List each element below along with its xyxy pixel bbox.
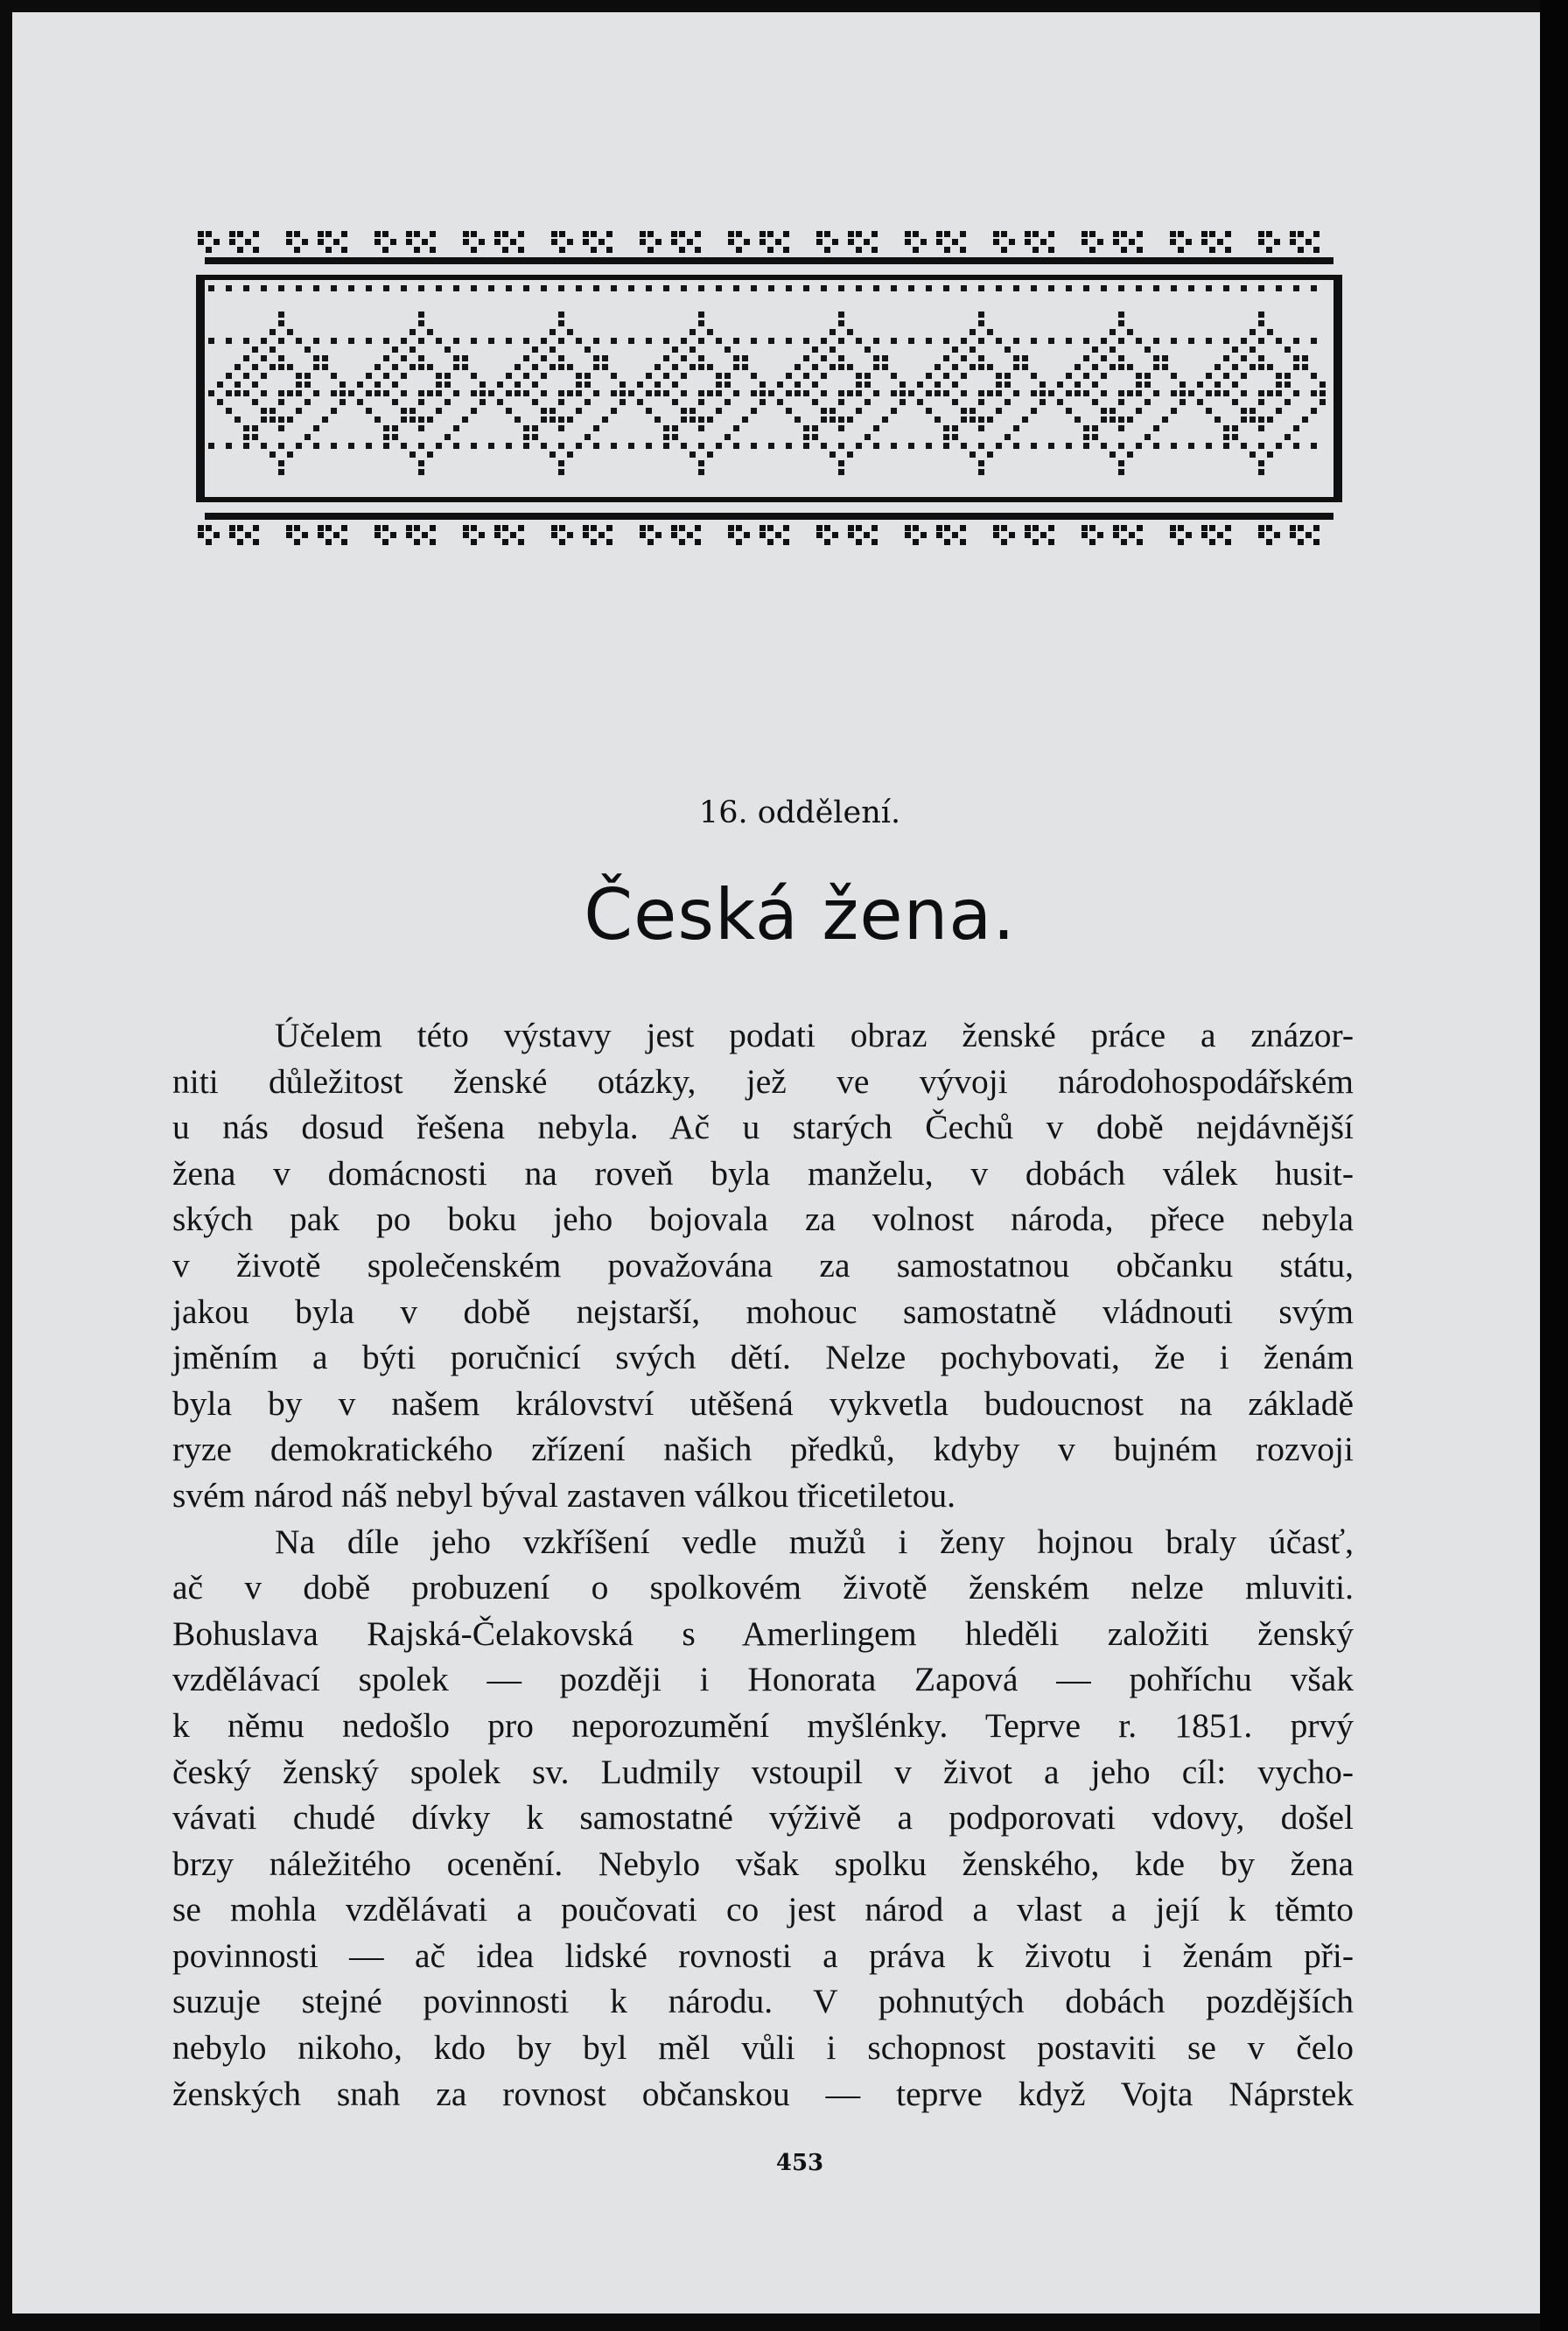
text-line: svém národ náš nebyl býval zastaven válkou třicetiletou. — [172, 1475, 956, 1515]
text-line: suzuje stejné povinnosti k národu. V pohnutých dobách pozdějších — [172, 1982, 1354, 2021]
page-title: Česká žena. — [584, 874, 1016, 956]
text-line: český ženský spolek sv. Ludmily vstoupil v život a jeho cíl: vycho- — [172, 1752, 1354, 1791]
text-line: vzdělávací spolek — později i Honorata Zapová — pohříchu však — [172, 1660, 1354, 1699]
embroidery-ornament — [178, 231, 1360, 546]
text-line: Bohuslava Rajská-Čelakovská s Amerlingem hleděli založiti ženský — [172, 1614, 1354, 1653]
book-page — [12, 12, 1540, 2314]
text-line: v životě společenském považována za samostatnou občanku státu, — [172, 1245, 1354, 1284]
text-line: byla by v našem království utěšená vykvetla budoucnost na základě — [172, 1383, 1354, 1423]
text-line: u nás dosud řešena nebyla. Ač u starých Čechů v době nejdávnější — [172, 1108, 1354, 1147]
text-line: ryze demokratického zřízení našich předků, kdyby v bujném rozvoji — [172, 1430, 1354, 1469]
paragraph-1 — [172, 1012, 1354, 1519]
text-line: žena v domácnosti na roveň byla manželu, v dobách válek husit- — [172, 1153, 1354, 1193]
text-line: Na díle jeho vzkříšení vedle mužů i ženy hojnou braly účasť, — [275, 1522, 1354, 1561]
text-line: ač v době probuzení o spolkovém životě ženském nelze mluviti. — [172, 1568, 1354, 1607]
text-line: k němu nedošlo pro neporozumění myšlénky. Teprve r. 1851. prvý — [172, 1705, 1354, 1745]
text-line: ských pak po boku jeho bojovala za volnost národa, přece nebyla — [172, 1200, 1354, 1239]
text-line: Účelem této výstavy jest podati obraz ženské práce a znázor- — [275, 1016, 1354, 1054]
text-line: brzy náležitého ocenění. Nebylo však spolku ženského, kde by žena — [172, 1844, 1354, 1883]
text-line: vávati chudé dívky k samostatné výživě a podporovati vdovy, došel — [172, 1798, 1354, 1838]
section-label: 16. oddělení. — [698, 795, 901, 830]
text-line: se mohla vzdělávati a poučovati co jest národ a vlast a její k těmto — [172, 1890, 1354, 1929]
text-line: nebylo nikoho, kdo by byl měl vůli i schopnost postaviti se v čelo — [172, 2028, 1354, 2068]
scan-edge — [1540, 0, 1568, 2331]
body-text — [172, 1012, 1354, 2117]
text-line: niti důležitost ženské otázky, jež ve vývoji národohospodářském — [172, 1061, 1354, 1101]
text-line: jměním a býti poručnicí svých dětí. Nelze pochybovati, že i ženám — [172, 1338, 1354, 1377]
text-line: povinnosti — ač idea lidské rovnosti a práva k životu i ženám při- — [172, 1936, 1354, 1975]
text-line: ženských snah za rovnost občanskou — teprve když Vojta Náprstek — [172, 2074, 1354, 2113]
page-number: 453 — [775, 2150, 824, 2176]
paragraph-2 — [172, 1519, 1354, 2118]
text-line: jakou byla v době nejstarší, mohouc samostatně vládnouti svým — [172, 1292, 1354, 1331]
